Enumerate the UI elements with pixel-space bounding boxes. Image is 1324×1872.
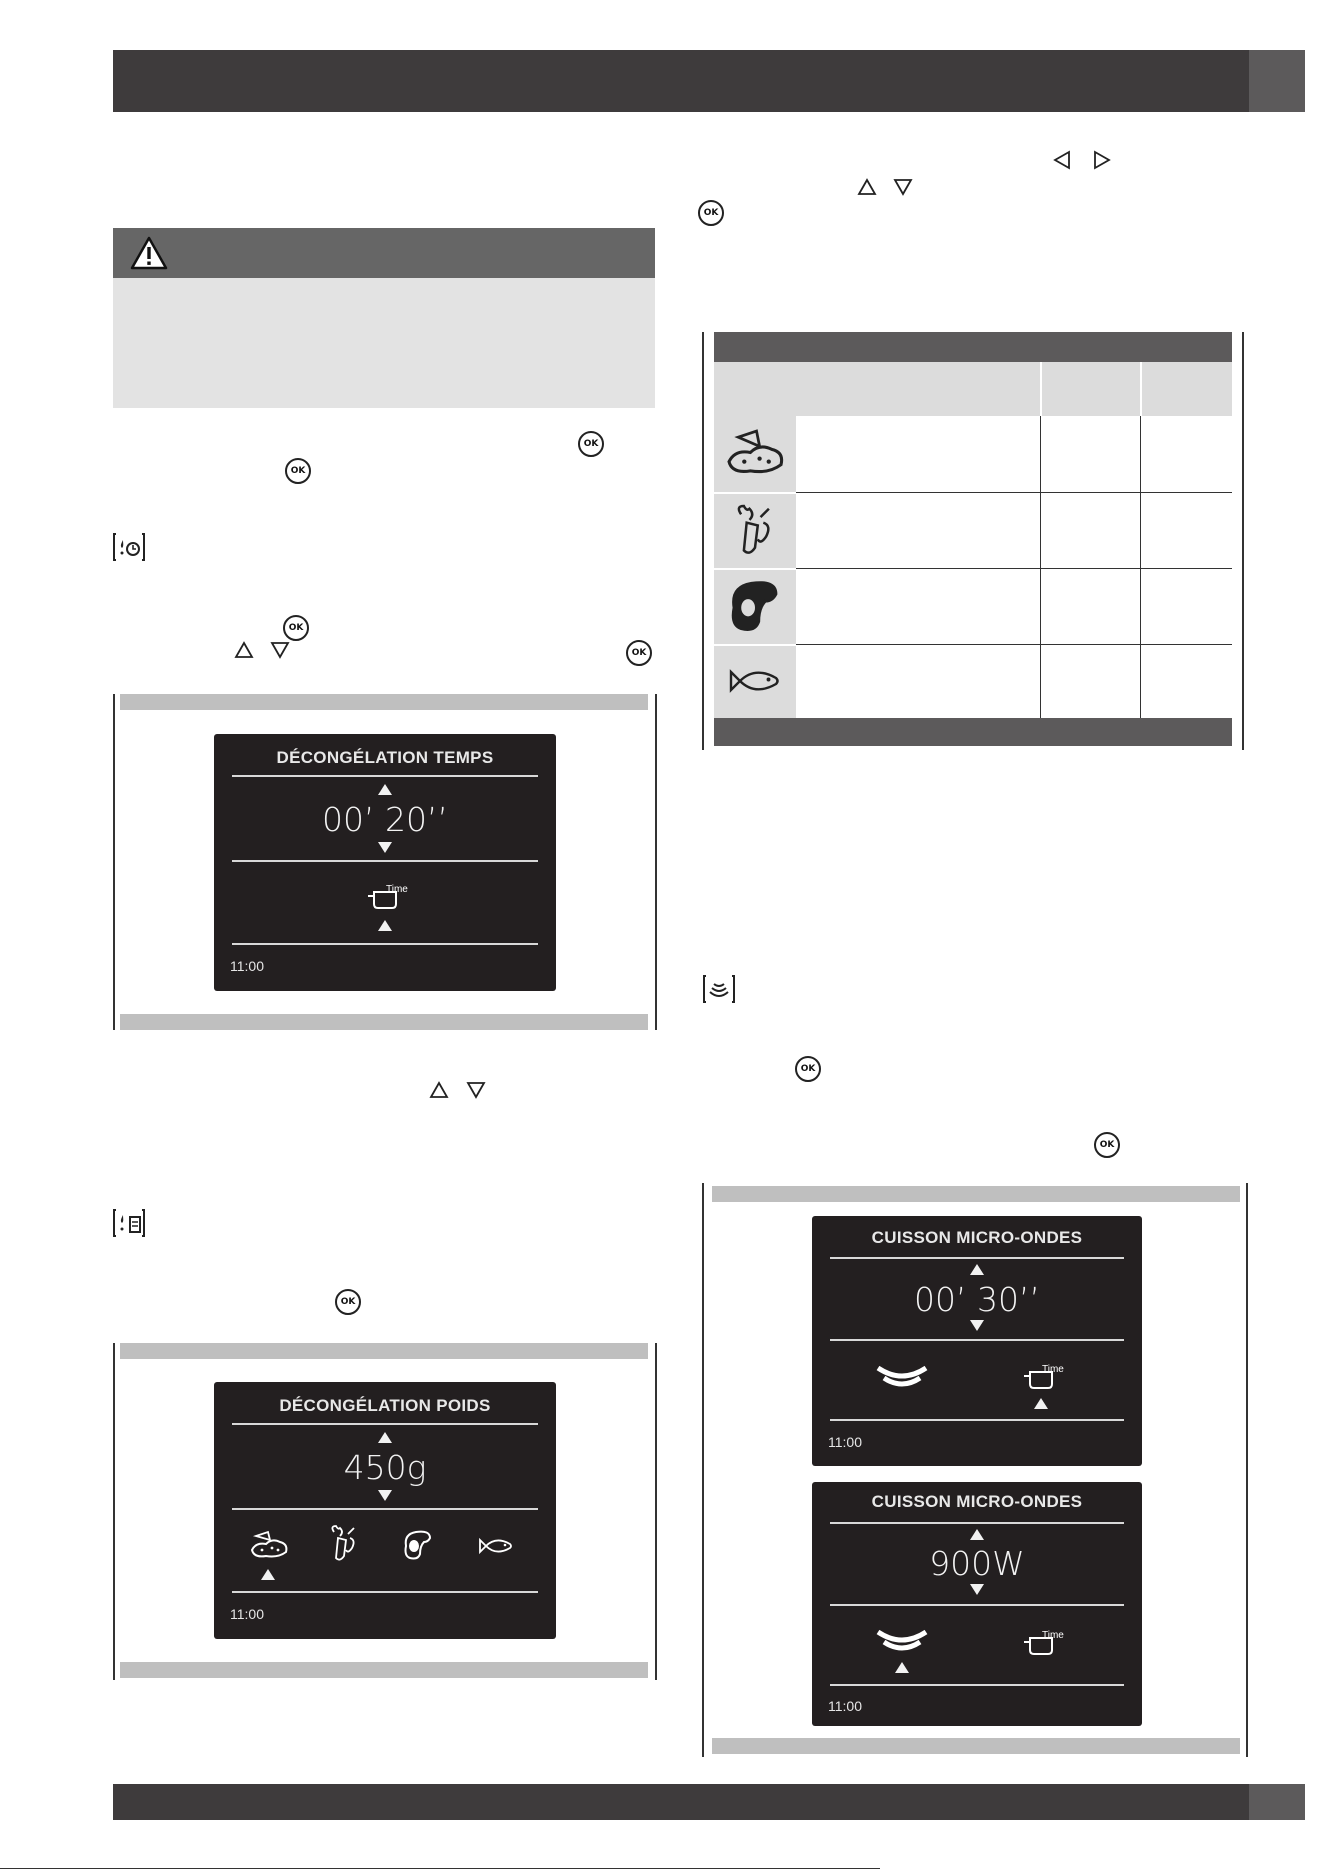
screen-title: DÉCONGÉLATION TEMPS	[276, 748, 494, 767]
col-divider	[1040, 416, 1041, 718]
selected-category-indicator-icon	[261, 1569, 275, 1580]
microwave-waves-icon	[872, 1624, 932, 1660]
frame-bar-bottom	[712, 1738, 1240, 1754]
ok-button-icon: OK	[578, 431, 604, 457]
frame-bar-top	[120, 1343, 648, 1359]
ok-button-icon: OK	[698, 200, 724, 226]
bread-pizza-icon	[722, 428, 788, 480]
frame-bar-bottom	[120, 1014, 648, 1030]
food-table	[702, 332, 1244, 750]
col-divider	[1040, 362, 1042, 416]
up-triangle-icon	[378, 1432, 392, 1443]
down-arrow-icon	[893, 178, 913, 196]
screen-value: 900W	[929, 1544, 1025, 1583]
table-top-bar	[714, 332, 1232, 362]
defrost-time-mode-icon	[113, 532, 145, 562]
display-screen-microwave-power	[812, 1482, 1142, 1726]
pot-timer-icon	[1020, 1362, 1064, 1392]
ok-button-icon: OK	[1094, 1132, 1120, 1158]
down-arrow-icon	[466, 1081, 486, 1099]
screen-value: 450g	[343, 1448, 427, 1487]
row-divider	[714, 644, 796, 646]
divider	[830, 1419, 1124, 1421]
fish-icon	[724, 666, 786, 696]
display-screen-microwave-time	[812, 1216, 1142, 1466]
row-divider	[796, 644, 1232, 645]
divider	[232, 1508, 538, 1510]
clock: 11:00	[828, 1434, 862, 1450]
svg-text:Time: Time	[1042, 1630, 1064, 1641]
ok-button-icon: OK	[626, 640, 652, 666]
clock: 11:00	[230, 958, 264, 974]
divider	[232, 1423, 538, 1425]
vegetables-icon	[730, 500, 780, 562]
down-triangle-icon	[970, 1584, 984, 1595]
frame-bar-top	[712, 1186, 1240, 1202]
microwave-mode-icon	[703, 974, 735, 1004]
meat-icon	[400, 1528, 436, 1562]
screen-value: 00’ 20’’	[322, 800, 448, 839]
up-triangle-icon	[378, 784, 392, 795]
pot-timer-icon	[1020, 1628, 1064, 1658]
col-divider	[1140, 416, 1141, 718]
bread-pizza-icon	[248, 1528, 290, 1562]
clock: 11:00	[230, 1606, 264, 1622]
divider	[830, 1339, 1124, 1341]
fish-icon	[476, 1536, 516, 1556]
up-triangle-icon	[970, 1264, 984, 1275]
up-triangle-icon	[378, 920, 392, 931]
bottom-rule	[0, 1868, 880, 1869]
table-bottom-bar	[714, 718, 1232, 746]
screen-value: 00’ 30’’	[914, 1280, 1040, 1319]
ok-button-icon: OK	[795, 1056, 821, 1082]
divider	[232, 775, 538, 777]
up-arrow-icon	[429, 1081, 449, 1099]
divider	[232, 1591, 538, 1593]
selected-indicator-icon	[1034, 1398, 1048, 1409]
col-divider	[1140, 362, 1142, 416]
vegetables-icon	[326, 1524, 362, 1564]
selected-indicator-icon	[895, 1662, 909, 1673]
down-triangle-icon	[378, 842, 392, 853]
divider	[830, 1257, 1124, 1259]
frame-bar-bottom	[120, 1662, 648, 1678]
divider	[830, 1604, 1124, 1606]
ok-button-icon: OK	[285, 458, 311, 484]
down-arrow-icon	[270, 641, 290, 659]
warning-body	[113, 278, 655, 408]
down-triangle-icon	[378, 1490, 392, 1501]
divider	[232, 943, 538, 945]
right-arrow-icon	[1093, 150, 1111, 170]
meat-icon	[724, 576, 786, 636]
row-divider	[714, 492, 796, 494]
up-arrow-icon	[234, 641, 254, 659]
left-arrow-icon	[1053, 150, 1071, 170]
ok-button-icon: OK	[335, 1289, 361, 1315]
footer-band	[113, 1784, 1249, 1820]
defrost-weight-mode-icon	[113, 1208, 145, 1238]
divider	[232, 860, 538, 862]
ok-button-icon: OK	[283, 615, 309, 641]
footer-page-tab	[1249, 1784, 1305, 1820]
row-divider	[796, 492, 1232, 493]
frame-bar-top	[120, 694, 648, 710]
down-triangle-icon	[970, 1320, 984, 1331]
header-band	[113, 50, 1249, 112]
display-screen-defrost-weight	[214, 1382, 556, 1639]
screen-title: CUISSON MICRO-ONDES	[871, 1228, 1083, 1247]
pot-timer-icon	[364, 882, 408, 912]
warning-icon	[129, 235, 169, 271]
microwave-waves-icon	[872, 1360, 932, 1396]
divider	[830, 1522, 1124, 1524]
display-screen-defrost-time	[214, 734, 556, 991]
screen-title: CUISSON MICRO-ONDES	[871, 1492, 1083, 1511]
up-triangle-icon	[970, 1529, 984, 1540]
svg-text:Time: Time	[1042, 1364, 1064, 1375]
up-arrow-icon	[857, 178, 877, 196]
screen-title: DÉCONGÉLATION POIDS	[279, 1396, 491, 1415]
divider	[830, 1684, 1124, 1686]
warning-header	[113, 228, 655, 278]
row-divider	[714, 568, 796, 570]
svg-text:Time: Time	[386, 884, 408, 895]
header-page-tab	[1249, 50, 1305, 112]
row-divider	[796, 568, 1232, 569]
clock: 11:00	[828, 1698, 862, 1714]
table-header-row	[714, 362, 1232, 416]
